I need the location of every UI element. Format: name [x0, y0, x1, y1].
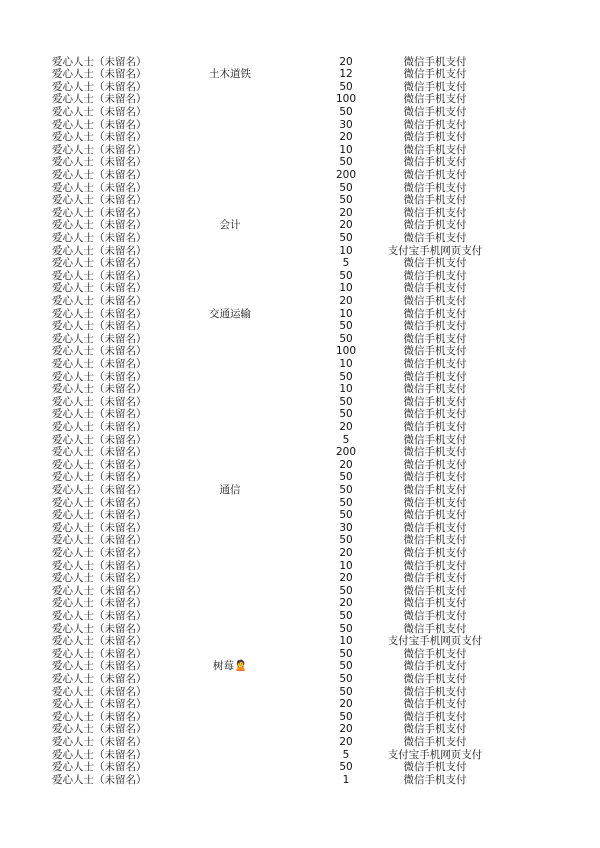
- donation-amount: 200: [335, 168, 357, 181]
- payment-method: 微信手机支付: [403, 231, 467, 244]
- payment-method: 微信手机支付: [403, 68, 467, 81]
- payment-method: 微信手机支付: [403, 307, 467, 320]
- donation-amount: 50: [339, 181, 353, 194]
- table-row: [0, 749, 600, 762]
- donation-amount: 50: [339, 761, 353, 774]
- donor-name: 爱心人士（未留名）: [52, 622, 147, 635]
- donation-amount: 20: [339, 219, 353, 232]
- payment-method: 微信手机支付: [403, 269, 467, 282]
- donor-name: 爱心人士（未留名）: [52, 420, 147, 433]
- table-row: [0, 156, 600, 169]
- donation-amount: 30: [339, 521, 353, 534]
- donor-name: 爱心人士（未留名）: [52, 395, 147, 408]
- donor-name: 爱心人士（未留名）: [52, 483, 147, 496]
- table-row: [0, 207, 600, 220]
- payment-method: 微信手机支付: [403, 660, 467, 673]
- donation-amount: 50: [339, 80, 353, 93]
- donation-amount: 50: [339, 584, 353, 597]
- table-row: [0, 471, 600, 484]
- payment-method: 微信手机支付: [403, 672, 467, 685]
- donation-amount: 10: [339, 143, 353, 156]
- payment-method: 微信手机支付: [403, 458, 467, 471]
- donor-name: 爱心人士（未留名）: [52, 723, 147, 736]
- donation-amount: 20: [339, 572, 353, 585]
- donation-amount: 20: [339, 458, 353, 471]
- payment-method: 支付宝手机网页支付: [387, 635, 483, 648]
- donation-amount: 50: [339, 320, 353, 333]
- table-row: [0, 194, 600, 207]
- donor-name: 爱心人士（未留名）: [52, 446, 147, 459]
- donation-amount: 20: [339, 294, 353, 307]
- donor-name: 爱心人士（未留名）: [52, 131, 147, 144]
- table-row: [0, 358, 600, 371]
- payment-method: 微信手机支付: [403, 156, 467, 169]
- table-row: [0, 509, 600, 522]
- table-row: [0, 774, 600, 787]
- payment-method: 微信手机支付: [403, 483, 467, 496]
- donor-name: 爱心人士（未留名）: [52, 357, 147, 370]
- donor-name: 爱心人士（未留名）: [52, 332, 147, 345]
- donation-amount: 20: [339, 55, 353, 68]
- donation-amount: 50: [339, 231, 353, 244]
- donor-name: 爱心人士（未留名）: [52, 370, 147, 383]
- table-row: [0, 408, 600, 421]
- payment-method: 微信手机支付: [403, 559, 467, 572]
- donor-name: 爱心人士（未留名）: [52, 509, 147, 522]
- table-row: [0, 497, 600, 510]
- donation-amount: 12: [339, 68, 353, 81]
- donor-name: 爱心人士（未留名）: [52, 143, 147, 156]
- donor-name: 爱心人士（未留名）: [52, 244, 147, 257]
- donor-name: 爱心人士（未留名）: [52, 534, 147, 547]
- payment-method: 微信手机支付: [403, 609, 467, 622]
- donor-name: 爱心人士（未留名）: [52, 408, 147, 421]
- table-row: [0, 257, 600, 270]
- donation-amount: 50: [339, 685, 353, 698]
- payment-method: 微信手机支付: [403, 370, 467, 383]
- donor-name: 爱心人士（未留名）: [52, 748, 147, 761]
- department-label: 交通运输: [209, 307, 251, 320]
- donor-name: 爱心人士（未留名）: [52, 660, 147, 673]
- donor-name: 爱心人士（未留名）: [52, 609, 147, 622]
- donation-amount: 50: [339, 710, 353, 723]
- donation-amount: 10: [339, 244, 353, 257]
- donation-amount: 10: [339, 635, 353, 648]
- department-label: 树莓🙎: [212, 660, 248, 673]
- donation-amount: 20: [339, 723, 353, 736]
- table-row: [0, 698, 600, 711]
- table-row: [0, 295, 600, 308]
- donor-name: 爱心人士（未留名）: [52, 383, 147, 396]
- donor-name: 爱心人士（未留名）: [52, 93, 147, 106]
- payment-method: 微信手机支付: [403, 395, 467, 408]
- table-row: [0, 736, 600, 749]
- payment-method: 微信手机支付: [403, 345, 467, 358]
- payment-method: 微信手机支付: [403, 773, 467, 786]
- table-row: [0, 597, 600, 610]
- payment-method: 微信手机支付: [403, 332, 467, 345]
- donation-amount: 50: [339, 332, 353, 345]
- donor-name: 爱心人士（未留名）: [52, 80, 147, 93]
- donation-amount: 50: [339, 395, 353, 408]
- payment-method: 微信手机支付: [403, 320, 467, 333]
- donor-name: 爱心人士（未留名）: [52, 761, 147, 774]
- donor-name: 爱心人士（未留名）: [52, 269, 147, 282]
- donor-name: 爱心人士（未留名）: [52, 68, 147, 81]
- payment-method: 微信手机支付: [403, 194, 467, 207]
- donation-amount: 20: [339, 546, 353, 559]
- table-row: [0, 560, 600, 573]
- donor-name: 爱心人士（未留名）: [52, 181, 147, 194]
- donor-name: 爱心人士（未留名）: [52, 685, 147, 698]
- table-row: [0, 673, 600, 686]
- donor-name: 爱心人士（未留名）: [52, 345, 147, 358]
- table-row: [0, 144, 600, 157]
- donation-amount: 50: [339, 534, 353, 547]
- donor-name: 爱心人士（未留名）: [52, 194, 147, 207]
- table-row: [0, 648, 600, 661]
- payment-method: 微信手机支付: [403, 723, 467, 736]
- department-label: 通信: [219, 483, 241, 496]
- payment-method: 微信手机支付: [403, 446, 467, 459]
- table-row: [0, 623, 600, 636]
- donor-name: 爱心人士（未留名）: [52, 546, 147, 559]
- table-row: [0, 610, 600, 623]
- donor-name: 爱心人士（未留名）: [52, 672, 147, 685]
- payment-method: 微信手机支付: [403, 408, 467, 421]
- table-row: [0, 308, 600, 321]
- table-row: [0, 371, 600, 384]
- table-row: [0, 219, 600, 232]
- donation-amount: 10: [339, 559, 353, 572]
- donor-name: 爱心人士（未留名）: [52, 219, 147, 232]
- donation-amount: 5: [342, 433, 350, 446]
- donation-amount: 200: [335, 446, 357, 459]
- payment-method: 微信手机支付: [403, 131, 467, 144]
- table-row: [0, 547, 600, 560]
- donation-amount: 50: [339, 105, 353, 118]
- table-row: [0, 270, 600, 283]
- table-row: [0, 660, 600, 673]
- payment-method: 微信手机支付: [403, 294, 467, 307]
- payment-method: 微信手机支付: [403, 597, 467, 610]
- table-row: [0, 522, 600, 535]
- payment-method: 微信手机支付: [403, 168, 467, 181]
- donor-name: 爱心人士（未留名）: [52, 282, 147, 295]
- donor-name: 爱心人士（未留名）: [52, 294, 147, 307]
- payment-method: 支付宝手机网页支付: [387, 244, 483, 257]
- payment-method: 微信手机支付: [403, 143, 467, 156]
- donation-amount: 50: [339, 672, 353, 685]
- table-row: [0, 131, 600, 144]
- table-row: [0, 421, 600, 434]
- table-row: [0, 56, 600, 69]
- table-row: [0, 635, 600, 648]
- payment-method: 微信手机支付: [403, 761, 467, 774]
- donation-amount: 10: [339, 357, 353, 370]
- table-row: [0, 534, 600, 547]
- payment-method: 微信手机支付: [403, 383, 467, 396]
- donation-amount: 50: [339, 269, 353, 282]
- donation-amount: 50: [339, 156, 353, 169]
- donor-name: 爱心人士（未留名）: [52, 105, 147, 118]
- payment-method: 微信手机支付: [403, 546, 467, 559]
- donor-name: 爱心人士（未留名）: [52, 521, 147, 534]
- payment-method: 微信手机支付: [403, 496, 467, 509]
- donor-name: 爱心人士（未留名）: [52, 559, 147, 572]
- table-row: [0, 446, 600, 459]
- table-row: [0, 723, 600, 736]
- table-row: [0, 585, 600, 598]
- table-row: [0, 119, 600, 132]
- table-row: [0, 93, 600, 106]
- donation-amount: 50: [339, 370, 353, 383]
- donation-amount: 50: [339, 496, 353, 509]
- table-row: [0, 106, 600, 119]
- payment-method: 支付宝手机网页支付: [387, 748, 483, 761]
- table-row: [0, 320, 600, 333]
- payment-method: 微信手机支付: [403, 710, 467, 723]
- donation-amount: 30: [339, 118, 353, 131]
- donation-amount: 20: [339, 698, 353, 711]
- donation-amount: 10: [339, 282, 353, 295]
- payment-method: 微信手机支付: [403, 735, 467, 748]
- donation-amount: 10: [339, 307, 353, 320]
- donation-amount: 50: [339, 660, 353, 673]
- table-row: [0, 459, 600, 472]
- payment-method: 微信手机支付: [403, 584, 467, 597]
- donor-name: 爱心人士（未留名）: [52, 206, 147, 219]
- donor-name: 爱心人士（未留名）: [52, 320, 147, 333]
- payment-method: 微信手机支付: [403, 521, 467, 534]
- table-row: [0, 572, 600, 585]
- donor-name: 爱心人士（未留名）: [52, 572, 147, 585]
- table-row: [0, 333, 600, 346]
- payment-method: 微信手机支付: [403, 433, 467, 446]
- payment-method: 微信手机支付: [403, 698, 467, 711]
- donor-name: 爱心人士（未留名）: [52, 55, 147, 68]
- donation-amount: 20: [339, 735, 353, 748]
- payment-method: 微信手机支付: [403, 93, 467, 106]
- donor-name: 爱心人士（未留名）: [52, 156, 147, 169]
- payment-method: 微信手机支付: [403, 572, 467, 585]
- table-row: [0, 345, 600, 358]
- table-row: [0, 711, 600, 724]
- donation-amount: 50: [339, 509, 353, 522]
- donation-amount: 20: [339, 420, 353, 433]
- donor-name: 爱心人士（未留名）: [52, 307, 147, 320]
- donor-name: 爱心人士（未留名）: [52, 231, 147, 244]
- table-row: [0, 383, 600, 396]
- table-row: [0, 81, 600, 94]
- donation-amount: 50: [339, 622, 353, 635]
- table-row: [0, 245, 600, 258]
- donation-amount: 20: [339, 597, 353, 610]
- donation-amount: 50: [339, 609, 353, 622]
- donation-amount: 50: [339, 471, 353, 484]
- table-row: [0, 68, 600, 81]
- donation-amount: 20: [339, 131, 353, 144]
- payment-method: 微信手机支付: [403, 257, 467, 270]
- payment-method: 微信手机支付: [403, 219, 467, 232]
- donor-name: 爱心人士（未留名）: [52, 257, 147, 270]
- donor-name: 爱心人士（未留名）: [52, 698, 147, 711]
- donor-name: 爱心人士（未留名）: [52, 635, 147, 648]
- donation-amount: 10: [339, 383, 353, 396]
- donor-name: 爱心人士（未留名）: [52, 647, 147, 660]
- donation-amount: 100: [335, 345, 357, 358]
- payment-method: 微信手机支付: [403, 509, 467, 522]
- donation-amount: 50: [339, 194, 353, 207]
- donor-name: 爱心人士（未留名）: [52, 168, 147, 181]
- payment-method: 微信手机支付: [403, 471, 467, 484]
- payment-method: 微信手机支付: [403, 206, 467, 219]
- payment-method: 微信手机支付: [403, 357, 467, 370]
- payment-method: 微信手机支付: [403, 420, 467, 433]
- table-row: [0, 434, 600, 447]
- donor-name: 爱心人士（未留名）: [52, 584, 147, 597]
- table-row: [0, 232, 600, 245]
- table-row: [0, 282, 600, 295]
- donor-name: 爱心人士（未留名）: [52, 471, 147, 484]
- payment-method: 微信手机支付: [403, 118, 467, 131]
- table-row: [0, 396, 600, 409]
- payment-method: 微信手机支付: [403, 622, 467, 635]
- donation-amount: 50: [339, 483, 353, 496]
- donor-name: 爱心人士（未留名）: [52, 496, 147, 509]
- donor-name: 爱心人士（未留名）: [52, 458, 147, 471]
- payment-method: 微信手机支付: [403, 80, 467, 93]
- table-row: [0, 686, 600, 699]
- donation-amount: 50: [339, 647, 353, 660]
- donor-name: 爱心人士（未留名）: [52, 735, 147, 748]
- payment-method: 微信手机支付: [403, 181, 467, 194]
- department-label: 会计: [219, 219, 241, 232]
- table-row: [0, 484, 600, 497]
- department-label: 土木道铁: [209, 68, 251, 81]
- donor-name: 爱心人士（未留名）: [52, 773, 147, 786]
- donor-name: 爱心人士（未留名）: [52, 710, 147, 723]
- payment-method: 微信手机支付: [403, 55, 467, 68]
- donor-name: 爱心人士（未留名）: [52, 433, 147, 446]
- donation-amount: 50: [339, 408, 353, 421]
- donation-amount: 20: [339, 206, 353, 219]
- table-row: [0, 182, 600, 195]
- table-row: [0, 169, 600, 182]
- table-row: [0, 761, 600, 774]
- donor-name: 爱心人士（未留名）: [52, 118, 147, 131]
- payment-method: 微信手机支付: [403, 105, 467, 118]
- payment-method: 微信手机支付: [403, 282, 467, 295]
- donor-name: 爱心人士（未留名）: [52, 597, 147, 610]
- donation-amount: 100: [335, 93, 357, 106]
- payment-method: 微信手机支付: [403, 685, 467, 698]
- donation-amount: 1: [342, 773, 350, 786]
- donation-amount: 5: [342, 748, 350, 761]
- payment-method: 微信手机支付: [403, 647, 467, 660]
- donation-amount: 5: [342, 257, 350, 270]
- payment-method: 微信手机支付: [403, 534, 467, 547]
